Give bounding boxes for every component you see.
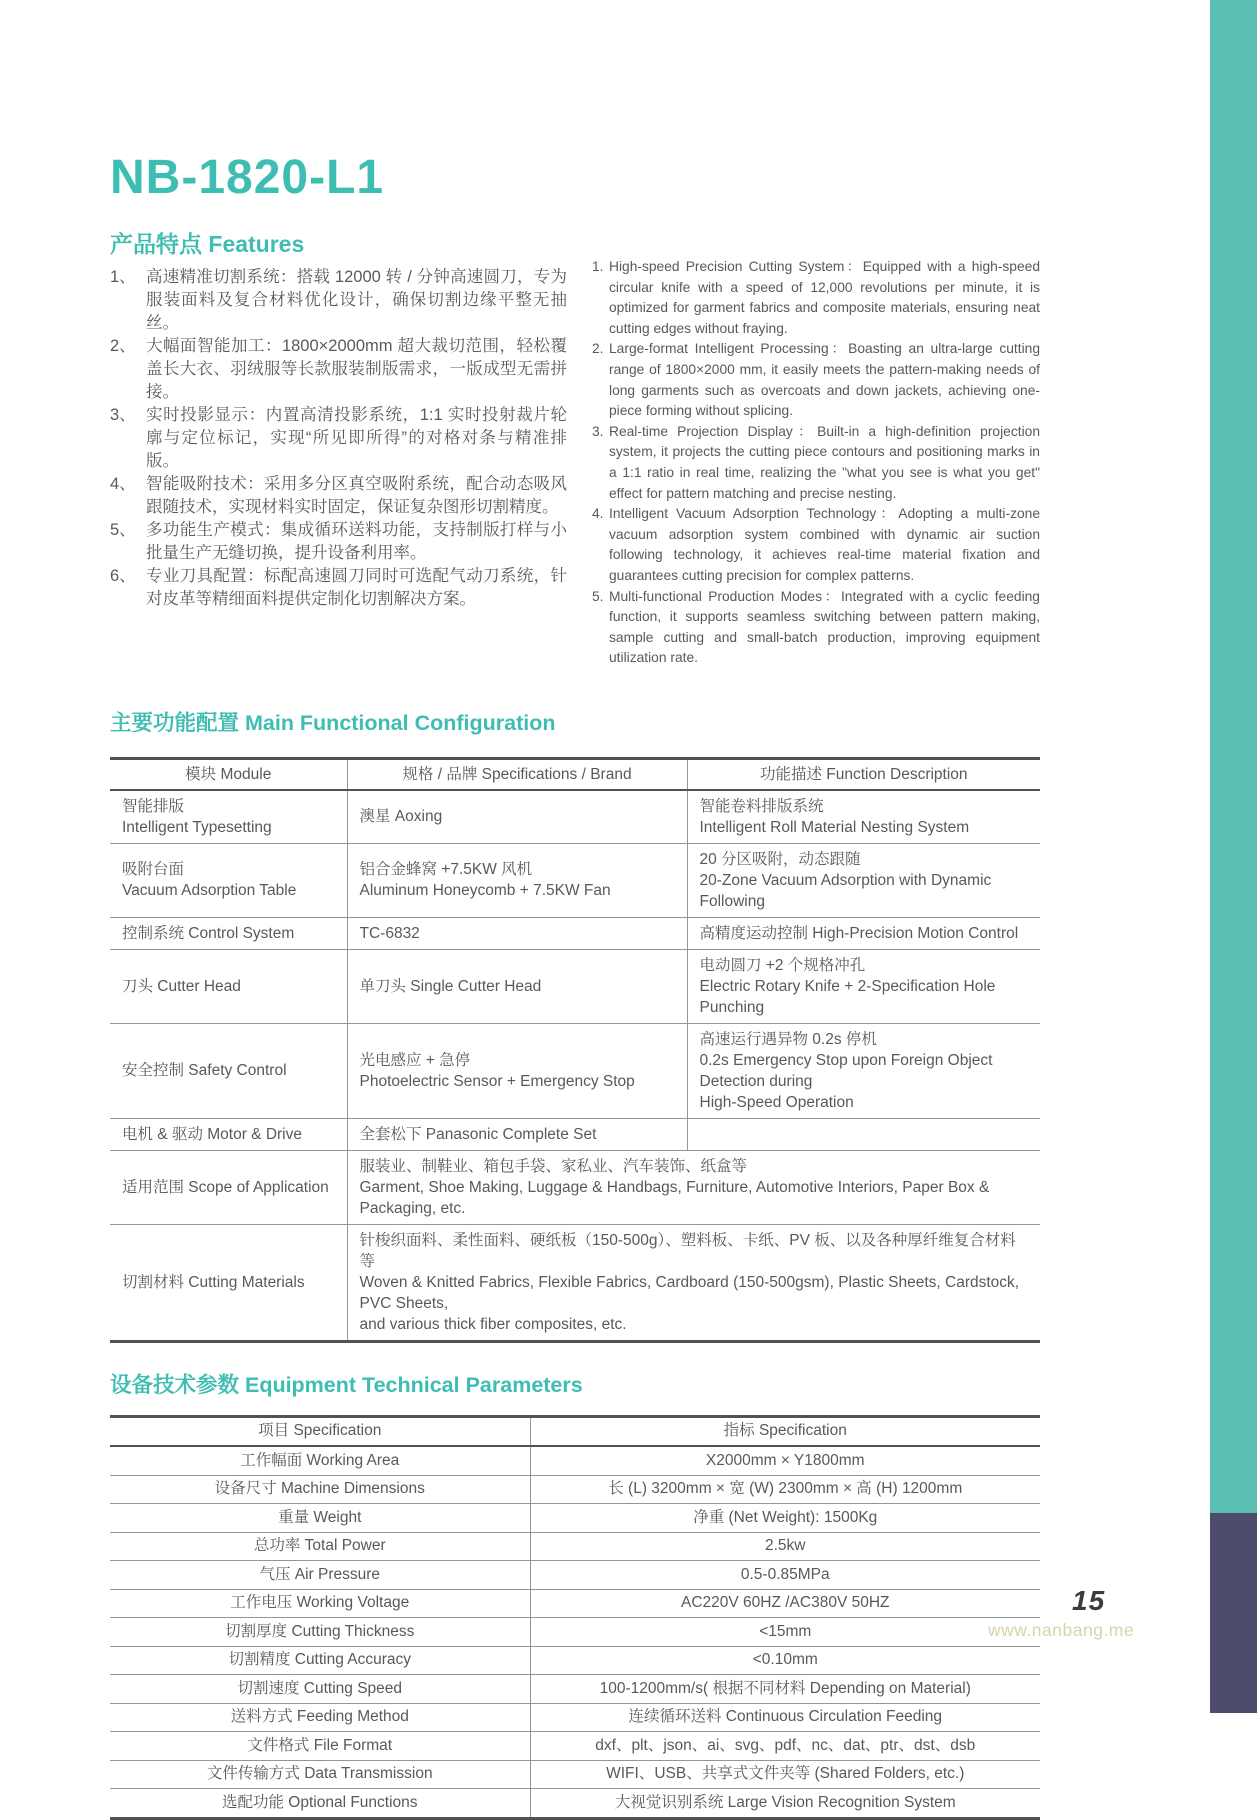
feature-item [110,519,567,565]
config-cell-spec [347,843,687,917]
params-cell-value: 0.5-0.85MPa [530,1561,1040,1590]
config-cell-module [110,1150,347,1224]
cell-line: 电动圆刀 +2 个规格冲孔 [699,956,866,974]
params-cell-value: 长 (L) 3200mm × 宽 (W) 2300mm × 高 (H) 1200mm [530,1475,1040,1504]
config-table-row [110,790,1040,844]
feature-number: 6、 [110,567,136,585]
config-table-row [110,949,1040,1023]
params-cell-item: 工作幅面 Working Area [240,1451,400,1469]
config-cell-spec [347,1023,687,1118]
cell-line: Electric Rotary Knife + 2-Specification Hole Punching [699,977,996,1016]
cell-line: Woven & Knitted Fabrics, Flexible Fabrics, Cardboard (150-500gsm), Plastic Sheets, Cardstock, PVC Sheets, [359,1273,1020,1312]
config-cell-module [110,790,347,844]
feature-item [592,339,1040,421]
params-table-row [110,1475,1040,1504]
feature-item [110,473,567,519]
feature-number: 3. [592,423,604,439]
params-cell-value: 连续循环送料 Continuous Circulation Feeding [530,1703,1040,1732]
config-cell-description [687,1118,1040,1150]
feature-number: 2. [592,341,604,357]
params-cell-item: 文件格式 File Format [247,1736,393,1754]
feature-item [110,404,567,473]
params-heading: 设备技术参数 Equipment Technical Parameters [110,1372,583,1397]
cell-line: 吸附台面 [122,861,185,879]
feature-text: Multi-functional Production Modes：Integrated with a cyclic feeding function, it supports seamless switching between pattern making, sample cutting and small-batch production, improving equipment utilization rate. [609,588,1040,666]
feature-number: 4、 [110,475,136,493]
params-cell-value: 净重 (Net Weight): 1500Kg [530,1504,1040,1533]
config-cell-spec [347,917,687,949]
page-number: 15 [1072,1585,1106,1616]
params-column-header: 指标 Specification [530,1416,1040,1446]
cell-line: TC-6832 [359,924,420,942]
cell-line: 针梭织面料、柔性面料、硬纸板（150-500g）、塑料板、卡纸、PV 板、以及各种厚纤维复合材料等 [359,1231,1016,1270]
params-table-header-row [110,1416,1040,1446]
cell-line: Photoelectric Sensor + Emergency Stop [359,1072,635,1090]
features-heading: 产品特点 Features [110,231,305,257]
params-table-row [110,1446,1040,1475]
params-table-row [110,1675,1040,1704]
cell-line: 切割材料 Cutting Materials [122,1273,305,1291]
cell-line: 电机 & 驱动 Motor & Drive [122,1125,302,1143]
feature-text: 大幅面智能加工：1800×2000mm 超大裁切范围，轻松覆盖长大衣、羽绒服等长款服装制版需求，一版成型无需拼接。 [146,337,567,401]
cell-line: 适用范围 Scope of Application [122,1178,329,1196]
cell-line: 控制系统 Control System [122,924,295,942]
cell-line: 高精度运动控制 High-Precision Motion Control [699,924,1019,942]
feature-text: 专业刀具配置：标配高速圆刀同时可选配气动刀系统，针对皮革等精细面料提供定制化切割解决方案。 [146,567,567,608]
feature-item [592,257,1040,339]
config-cell-module [110,1023,347,1118]
cell-line: 澳星 Aoxing [359,808,443,826]
config-table-row [110,843,1040,917]
right-edge-bar-purple [1210,1513,1257,1713]
config-cell-description [687,790,1040,844]
params-cell-value: 2.5kw [530,1532,1040,1561]
feature-number: 3、 [110,406,136,424]
params-table-row [110,1589,1040,1618]
config-cell-description [687,949,1040,1023]
cell-line: 安全控制 Safety Control [122,1062,287,1080]
config-cell-description [687,917,1040,949]
config-table-row [110,1023,1040,1118]
params-cell-value: 大视觉识别系统 Large Vision Recognition System [530,1789,1040,1819]
feature-item [110,266,567,335]
cell-line: Garment, Shoe Making, Luggage & Handbags, Furniture, Automotive Interiors, Paper Box & Packaging, etc. [359,1178,990,1217]
config-cell-description [687,843,1040,917]
params-cell-item: 重量 Weight [278,1508,362,1526]
config-cell-spec [347,1118,687,1150]
config-table [110,757,1040,1343]
feature-text: High-speed Precision Cutting System：Equipped with a high-speed circular knife with a speed of 12,000 revolutions per minute, it is optimized for garment fabrics and composite materials, ensuring neat cutting edges without fraying. [609,259,1040,336]
config-cell-description [687,1023,1040,1118]
config-cell-span [347,1150,1040,1224]
config-cell-module [110,1118,347,1150]
feature-text: 高速精准切割系统：搭载 12000 转 / 分钟高速圆刀，专为服装面料及复合材料优化设计，确保切割边缘平整无抽丝。 [146,268,567,332]
cell-line: 单刀头 Single Cutter Head [359,977,542,995]
params-table-row [110,1732,1040,1761]
feature-text: 实时投影显示：内置高清投影系统，1:1 实时投射裁片轮廓与定位标记，实现“所见即所得”的对格对条与精准排版。 [146,406,567,470]
params-cell-item: 送料方式 Feeding Method [230,1708,409,1726]
params-cell-value: X2000mm × Y1800mm [530,1446,1040,1475]
params-column-header: 项目 Specification [110,1416,530,1446]
params-cell-item: 工作电压 Working Voltage [230,1594,410,1612]
feature-item [592,422,1040,504]
config-table-row [110,1224,1040,1341]
feature-item [110,335,567,404]
params-table-row [110,1646,1040,1675]
cell-line: High-Speed Operation [699,1093,854,1111]
config-column-header: 规格 / 品牌 Specifications / Brand [347,758,687,790]
params-table-row [110,1789,1040,1819]
feature-number: 2、 [110,337,136,355]
right-edge-bar-teal [1210,0,1257,1513]
cell-line: 光电感应 + 急停 [359,1051,471,1069]
params-cell-item: 选配功能 Optional Functions [221,1793,418,1811]
config-cell-spec [347,790,687,844]
config-heading: 主要功能配置 Main Functional Configuration [110,710,556,735]
params-cell-item: 设备尺寸 Machine Dimensions [214,1480,425,1498]
cell-line: 智能排版 [122,797,185,815]
params-cell-value: 100-1200mm/s( 根据不同材料 Depending on Material) [530,1675,1040,1704]
params-cell-item: 文件传输方式 Data Transmission [206,1765,433,1783]
feature-item [592,504,1040,586]
params-table-row [110,1618,1040,1647]
params-cell-item: 气压 Air Pressure [259,1565,381,1583]
params-table-row [110,1561,1040,1590]
cell-line: and various thick fiber composites, etc. [359,1315,627,1333]
config-cell-module [110,917,347,949]
params-table-row [110,1504,1040,1533]
params-table-row [110,1532,1040,1561]
cell-line: Vacuum Adsorption Table [122,882,297,900]
cell-line: Aluminum Honeycomb + 7.5KW Fan [359,882,611,900]
feature-item [110,565,567,611]
params-cell-value: dxf、plt、json、ai、svg、pdf、nc、dat、ptr、dst、dsb [530,1732,1040,1761]
website-url: www.nanbang.me [988,1620,1135,1640]
params-cell-item: 总功率 Total Power [253,1537,386,1555]
cell-line: 刀头 Cutter Head [122,977,241,995]
config-table-row [110,1150,1040,1224]
cell-line: Intelligent Typesetting [122,818,272,836]
feature-item [592,587,1040,669]
params-table-row [110,1760,1040,1789]
cell-line: 20 分区吸附，动态跟随 [699,850,861,868]
feature-number: 5、 [110,521,136,539]
feature-number: 5. [592,588,604,604]
config-table-row [110,917,1040,949]
cell-line: 20-Zone Vacuum Adsorption with Dynamic Following [699,871,992,910]
params-cell-value: WIFI、USB、共享式文件夹等 (Shared Folders, etc.) [530,1760,1040,1789]
config-column-header: 功能描述 Function Description [687,758,1040,790]
config-table-row [110,1118,1040,1150]
features-list-chinese [110,266,567,611]
feature-number: 1、 [110,268,136,286]
feature-text: Intelligent Vacuum Adsorption Technology：Adopting a multi-zone vacuum adsorption system combined with dynamic air suction following technology, it achieves real-time material fixation and guarantees cutting precision for complex patterns. [609,506,1040,583]
feature-text: Real-time Projection Display：Built-in a high-definition projection system, it projects the cutting piece contours and positioning marks in a 1:1 ratio in real time, realizing the "what you see is what you get" effect for pattern matching and precise nesting. [609,423,1040,501]
config-cell-module [110,949,347,1023]
features-list-english [592,257,1040,669]
cell-line: 0.2s Emergency Stop upon Foreign Object Detection during [699,1051,993,1090]
config-cell-spec [347,949,687,1023]
feature-number: 1. [592,259,604,274]
cell-line: 全套松下 Panasonic Complete Set [359,1125,597,1143]
cell-line: 铝合金蜂窝 +7.5KW 风机 [359,861,533,879]
params-table [110,1415,1040,1820]
feature-text: 多功能生产模式：集成循环送料功能，支持制版打样与小批量生产无缝切换，提升设备利用率。 [146,521,567,562]
feature-text: Large-format Intelligent Processing：Boasting an ultra-large cutting range of 1800×2000 mm, it easily meets the pattern-making needs of long garments such as overcoats and down jackets, achieving one-piece forming without splicing. [609,341,1040,419]
feature-number: 4. [592,506,604,522]
cell-line: Intelligent Roll Material Nesting System [699,818,970,836]
cell-line: 高速运行遇异物 0.2s 停机 [699,1030,877,1048]
feature-text: 智能吸附技术：采用多分区真空吸附系统，配合动态吸风跟随技术，实现材料实时固定，保证复杂图形切割精度。 [146,475,567,516]
params-cell-value: AC220V 60HZ /AC380V 50HZ [530,1589,1040,1618]
params-cell-item: 切割精度 Cutting Accuracy [228,1651,412,1669]
config-column-header: 模块 Module [110,758,347,790]
params-cell-item: 切割速度 Cutting Speed [237,1679,403,1697]
params-cell-value: <0.10mm [530,1646,1040,1675]
params-cell-item: 切割厚度 Cutting Thickness [225,1622,415,1640]
features-section [110,259,1040,669]
params-table-row [110,1703,1040,1732]
config-cell-module [110,1224,347,1341]
params-cell-value: <15mm [530,1618,1040,1647]
config-table-header-row [110,758,1040,790]
config-cell-span [347,1224,1040,1341]
cell-line: 智能卷料排版系统 [699,797,824,815]
page-content [110,0,1040,1820]
product-model-title: NB-1820-L1 [110,151,385,204]
config-cell-module [110,843,347,917]
cell-line: 服装业、制鞋业、箱包手袋、家私业、汽车装饰、纸盒等 [359,1157,748,1175]
